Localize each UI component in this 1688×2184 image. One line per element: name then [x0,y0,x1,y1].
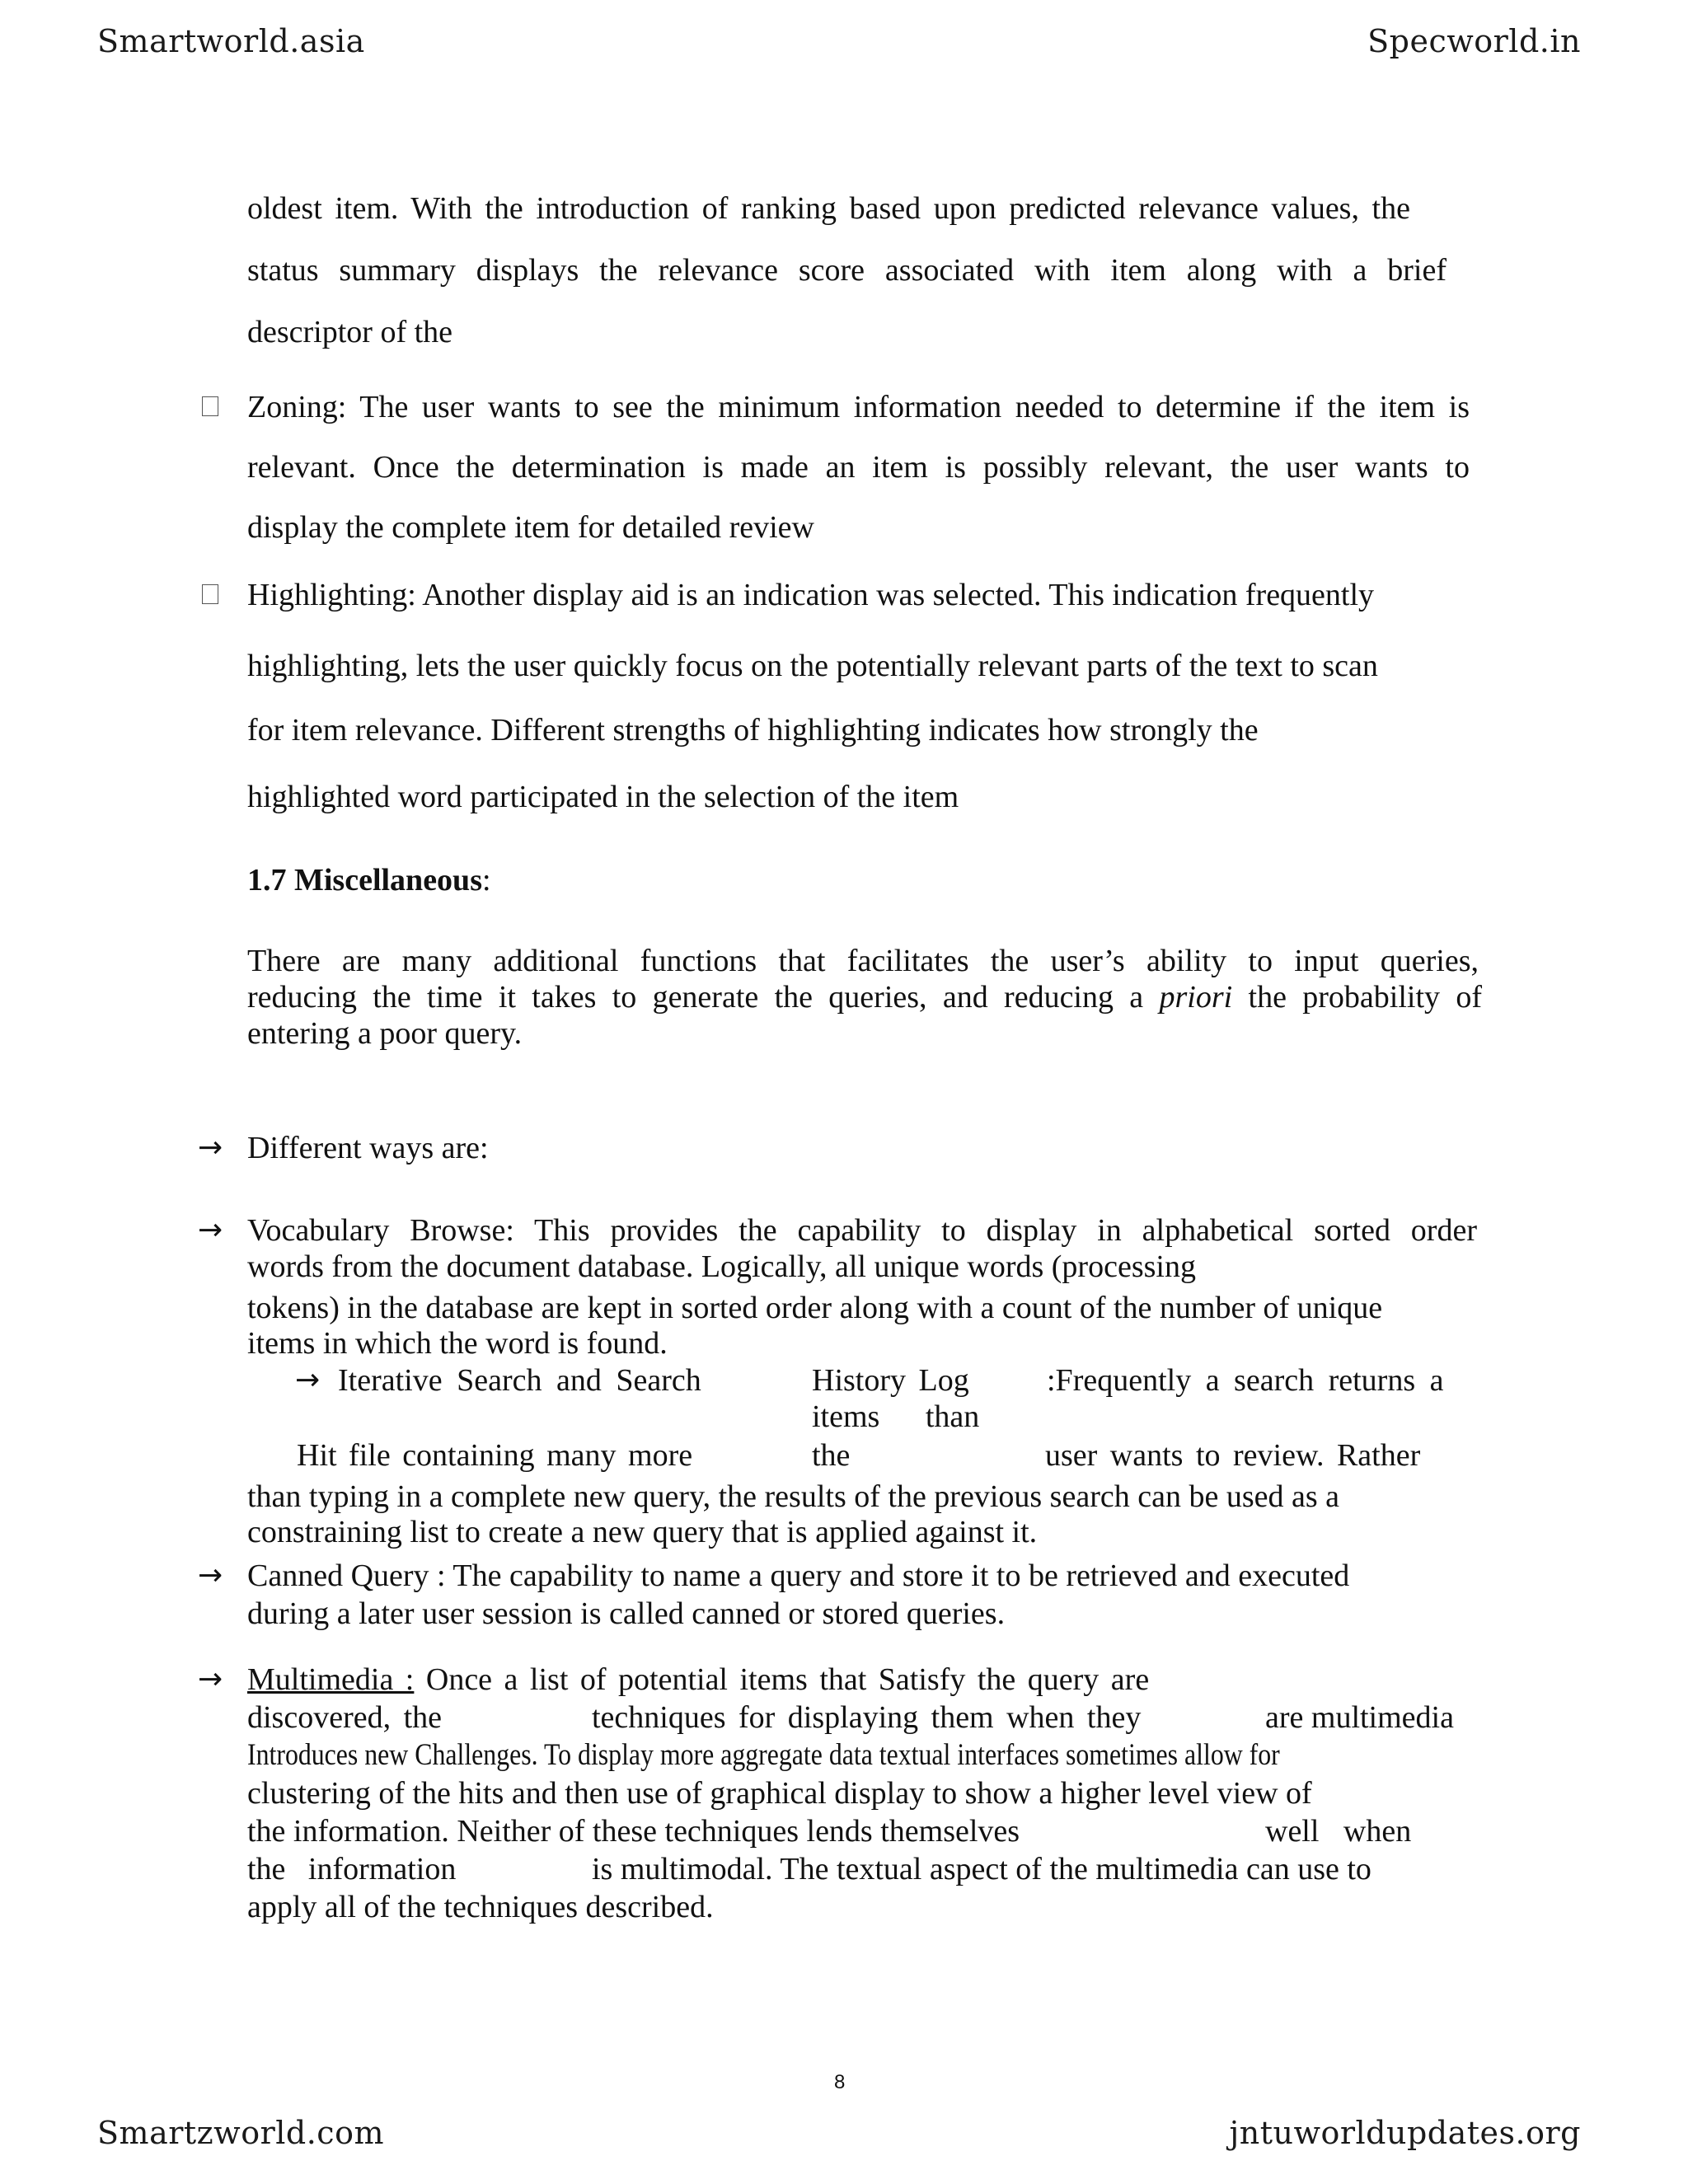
vocab-line-4: items in which the word is found. [247,1326,668,1361]
status-line-3: descriptor of the [247,315,453,349]
iterative-line-4: than typing in a complete new query, the results of the previous search can be used as a [247,1479,1339,1514]
bullet-box-icon [202,396,218,416]
zoning-line-2: relevant. Once the determination is made an item is possibly relevant, the user wants to [247,450,1470,485]
arrow-right-icon: → [295,1363,321,1397]
multimedia-line-7: apply all of the techniques described. [247,1890,714,1924]
arrow-right-icon: → [198,1213,223,1247]
arrow-right-icon: → [198,1662,223,1696]
different-ways: Different ways are: [247,1131,489,1165]
highlighting-line-4: highlighted word participated in the selection of the item [247,780,959,814]
section-heading [247,862,491,898]
iterative-col2-line1: History Log [812,1363,969,1398]
iterative-col3-line1: :Frequently a search returns a [1047,1363,1444,1398]
highlighting-line-2: highlighting, lets the user quickly focus on the potentially relevant parts of the text to scan [247,649,1378,683]
iterative-col1-line1: Iterative Search and Search [338,1363,701,1398]
section-colon: : [481,863,491,898]
multimedia-line-5a: the information. Neither of these techniques lends themselves [247,1814,1020,1849]
iterative-col2-line2: items than [812,1399,980,1434]
canned-line-2: during a later user session is called canned or stored queries. [247,1596,1006,1631]
iterative-col2-line3: the [812,1438,851,1473]
priori-italic: priori [1159,980,1233,1015]
zoning-line-1: Zoning: The user wants to see the minimum information needed to determine if the item is [247,390,1470,424]
multimedia-line-6a: the information [247,1852,457,1886]
multimedia-line-5b: well when [1265,1814,1412,1849]
multimedia-label: Multimedia : [247,1662,415,1697]
section-title: Miscellaneous [294,863,482,898]
multimedia-line-2c: are multimedia [1265,1700,1454,1735]
multimedia-line-2a: discovered, the [247,1700,443,1735]
bullet-box-icon [202,584,218,604]
highlighting-line-1: Highlighting: Another display aid is an indication was selected. This indication frequently [247,578,1375,612]
vocab-line-1: Vocabulary Browse: This provides the capability to display in alphabetical sorted order [247,1213,1477,1248]
multimedia-line-4: clustering of the hits and then use of graphical display to show a higher level view of [247,1776,1312,1811]
header-right: Specworld.in [1367,23,1581,59]
status-line-1: oldest item. With the introduction of ranking based upon predicted relevance values, the [247,191,1410,226]
section-number: 1.7 [247,863,287,898]
vocab-line-2: words from the document database. Logically, all unique words (processing [247,1249,1196,1284]
multimedia-line-3: Introduces new Challenges. To display more aggregate data textual interfaces sometimes allow for [247,1738,1280,1772]
arrow-right-icon: → [198,1558,223,1592]
intro-line-2: reducing the time it takes to generate the queries, and reducing a priori the probability of [247,980,1482,1015]
arrow-right-icon: → [198,1131,223,1165]
intro-line-3: entering a poor query. [247,1016,523,1051]
footer-left: Smartzworld.com [97,2115,384,2151]
status-line-2: status summary displays the relevance score associated with item along with a brief [247,253,1447,288]
zoning-line-3: display the complete item for detailed review [247,510,814,545]
multimedia-line-1: Multimedia : Once a list of potential items that Satisfy the query are [247,1662,1150,1697]
multimedia-line-6b: is multimodal. The textual aspect of the multimedia can use to [592,1852,1372,1886]
iterative-line-5: constraining list to create a new query that is applied against it. [247,1515,1038,1549]
canned-line-1: Canned Query : The capability to name a query and store it to be retrieved and executed [247,1558,1350,1593]
iterative-col1-line3: Hit file containing many more [297,1438,693,1473]
intro-line-1: There are many additional functions that facilitates the user’s ability to input queries, [247,944,1479,978]
iterative-col3-line3: user wants to review. Rather [1045,1438,1421,1473]
page-number: 8 [834,2071,846,2093]
multimedia-line-2b: techniques for displaying them when they [592,1700,1142,1735]
highlighting-line-3: for item relevance. Different strengths of highlighting indicates how strongly the [247,713,1259,748]
vocab-line-3: tokens) in the database are kept in sorted order along with a count of the number of unique [247,1291,1383,1325]
footer-right: jntuworldupdates.org [1229,2115,1581,2151]
header-left: Smartworld.asia [97,23,365,59]
